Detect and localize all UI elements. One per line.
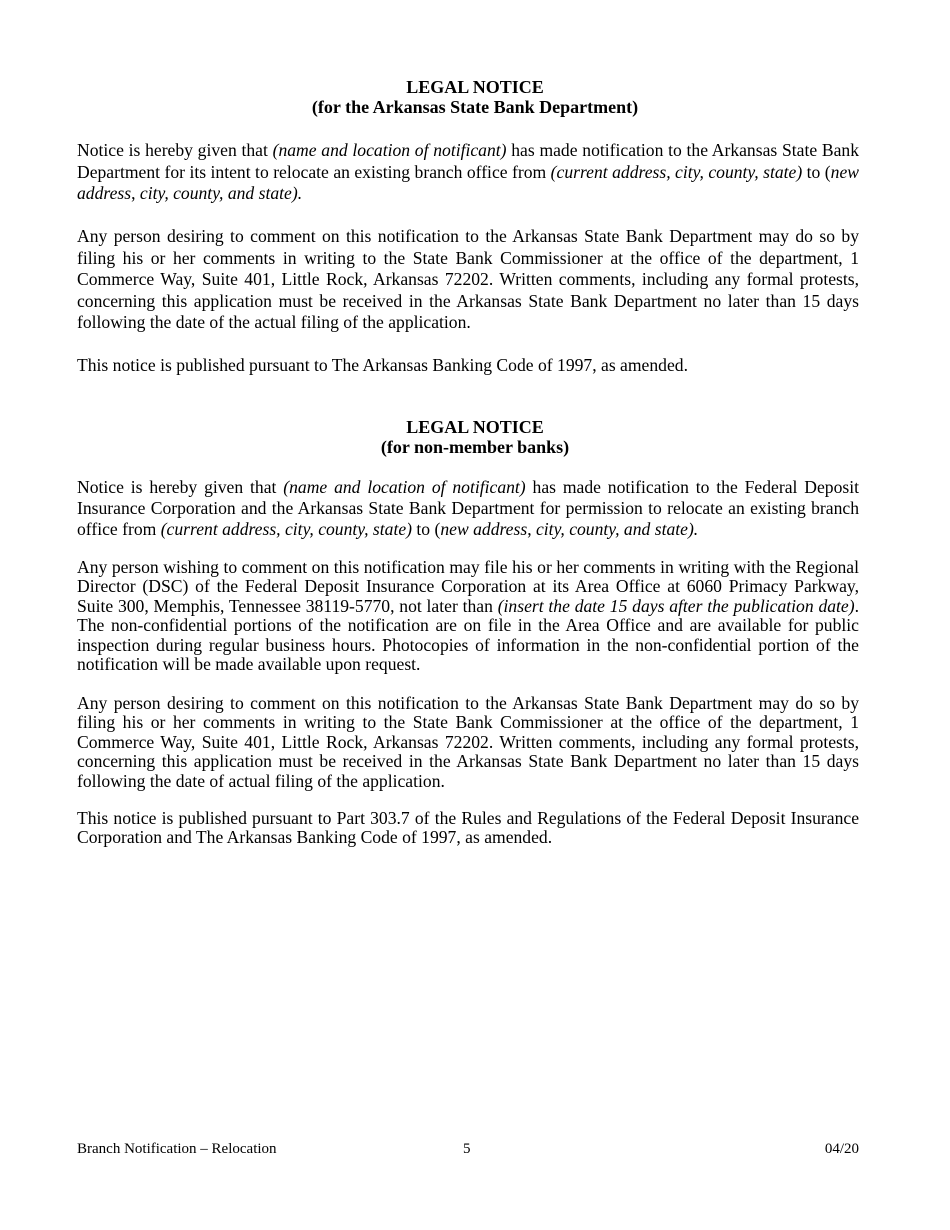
text-run: has made notification to the Federal Deposit Insurance Corporation and the Arkansas State Bank Department for permission to relocate an existing branch office from [77, 477, 859, 539]
text-run: has made notification to the Arkansas State Bank Department for its intent to relocate an existing branch office from [77, 140, 860, 182]
notice1-paragraph-1 [77, 140, 859, 205]
text-run: , [131, 183, 140, 203]
italic-run: new address [440, 519, 528, 539]
italic-run: (current address, city, county, state) [550, 161, 803, 182]
notice2-paragraph-1 [77, 477, 859, 540]
notice1-paragraph-2: Any person desiring to comment on this notification to the Arkansas State Bank Department may do so by filing his or her comments in writing to the State Bank Commissioner at the office of the department, 1 Commerce Way, Suite 401, Little Rock, Arkansas 72202. Written comments, including any formal protests, concerning this application must be received in the Arkansas State Bank Department no later than 15 days following the date of the actual filing of the application. [77, 226, 859, 332]
italic-run: city, county, and state). [139, 183, 303, 203]
italic-run: (name and location of notificant) [283, 477, 526, 497]
notice2-paragraph-4: This notice is published pursuant to Part 303.7 of the Rules and Regulations of the Federal Deposit Insurance Corporation and The Arkansas Banking Code of 1997, as amended. [77, 808, 859, 848]
italic-run: new address [77, 161, 859, 203]
text-run: , [527, 519, 536, 539]
notice2-subtitle: (for non-member banks) [380, 437, 570, 457]
italic-run: city, county, and state). [535, 519, 699, 539]
footer-page-number: 5 [463, 1141, 471, 1157]
italic-run: (current address, city, county, state) [160, 519, 413, 539]
text-run: . The non-confidential portions of the notification are on file in the Area Office and are available for public inspection during regular business hours. Photocopies of information in the non-confidential portion of the notification will be made available upon request. [77, 595, 859, 675]
footer-revision-date: 04/20 [824, 1141, 859, 1157]
text-run: to ( [412, 519, 441, 539]
notice1-subtitle: (for the Arkansas State Bank Department) [311, 97, 639, 117]
text-run: to ( [802, 161, 831, 182]
notice1-title: LEGAL NOTICE [406, 77, 544, 97]
italic-run: (name and location of notificant) [272, 140, 507, 160]
notice2-paragraph-3: Any person desiring to comment on this notification to the Arkansas State Bank Department may do so by filing his or her comments in writing to the State Bank Commissioner at the office of the department, 1 Commerce Way, Suite 401, Little Rock, Arkansas 72202. Written comments, including any formal protests, concerning this application must be received in the Arkansas State Bank Department no later than 15 days following the date of actual filing of the application. [77, 693, 859, 791]
text-run: Any person wishing to comment on this notification may file his or her comments in writing with the Regional Director (DSC) of the Federal Deposit Insurance Corporation at its Area Office at 6060 Primacy Parkway, Suite 300, Memphis, Tennessee 38119-5770, not later than [77, 557, 859, 616]
notice2-paragraph-2 [77, 558, 859, 674]
italic-run: (insert the date 15 days after the publication date) [497, 595, 855, 616]
notice1-paragraph-3: This notice is published pursuant to The Arkansas Banking Code of 1997, as amended. [77, 355, 688, 375]
text-run: Notice is hereby given that [77, 477, 284, 497]
text-run: Notice is hereby given that [77, 140, 273, 160]
notice2-title: LEGAL NOTICE [406, 417, 544, 437]
footer-document-title: Branch Notification – Relocation [77, 1141, 277, 1157]
